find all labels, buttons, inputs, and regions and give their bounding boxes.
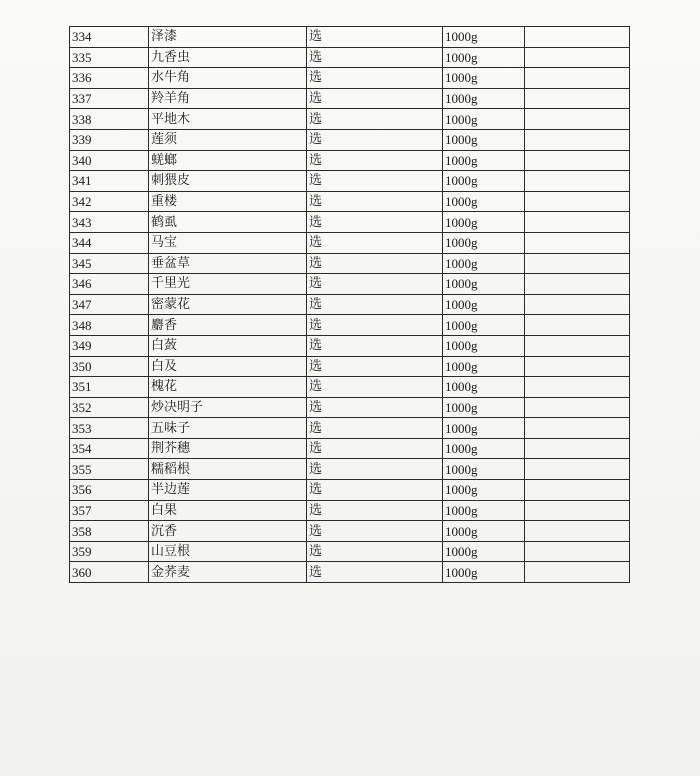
selection-type-cell: 选 bbox=[307, 191, 443, 212]
table-row bbox=[70, 274, 630, 295]
row-number-cell: 344 bbox=[70, 232, 149, 253]
row-number-cell: 343 bbox=[70, 212, 149, 233]
row-number-cell: 350 bbox=[70, 356, 149, 377]
selection-type-cell: 选 bbox=[307, 438, 443, 459]
note-cell bbox=[525, 335, 630, 356]
note-cell bbox=[525, 418, 630, 439]
quantity-cell: 1000g bbox=[443, 521, 525, 542]
table-row bbox=[70, 47, 630, 68]
note-cell bbox=[525, 480, 630, 501]
quantity-cell: 1000g bbox=[443, 315, 525, 336]
quantity-cell: 1000g bbox=[443, 150, 525, 171]
quantity-cell: 1000g bbox=[443, 27, 525, 48]
quantity-cell: 1000g bbox=[443, 47, 525, 68]
herb-name-cell: 金荞麦 bbox=[149, 562, 307, 583]
quantity-cell: 1000g bbox=[443, 109, 525, 130]
quantity-cell: 1000g bbox=[443, 68, 525, 89]
herb-name-cell: 炒决明子 bbox=[149, 397, 307, 418]
selection-type-cell: 选 bbox=[307, 356, 443, 377]
quantity-cell: 1000g bbox=[443, 459, 525, 480]
table-row bbox=[70, 253, 630, 274]
herb-name-cell: 平地木 bbox=[149, 109, 307, 130]
table-row bbox=[70, 315, 630, 336]
note-cell bbox=[525, 88, 630, 109]
herb-name-cell: 白蔹 bbox=[149, 335, 307, 356]
herb-inventory-table bbox=[69, 26, 630, 583]
herb-name-cell: 羚羊角 bbox=[149, 88, 307, 109]
table-row bbox=[70, 232, 630, 253]
herb-name-cell: 千里光 bbox=[149, 274, 307, 295]
table-row bbox=[70, 129, 630, 150]
quantity-cell: 1000g bbox=[443, 541, 525, 562]
herb-name-cell: 重楼 bbox=[149, 191, 307, 212]
selection-type-cell: 选 bbox=[307, 109, 443, 130]
table-row bbox=[70, 88, 630, 109]
quantity-cell: 1000g bbox=[443, 562, 525, 583]
selection-type-cell: 选 bbox=[307, 459, 443, 480]
table-row bbox=[70, 500, 630, 521]
note-cell bbox=[525, 191, 630, 212]
row-number-cell: 353 bbox=[70, 418, 149, 439]
selection-type-cell: 选 bbox=[307, 88, 443, 109]
note-cell bbox=[525, 438, 630, 459]
herb-name-cell: 鹤虱 bbox=[149, 212, 307, 233]
note-cell bbox=[525, 377, 630, 398]
row-number-cell: 345 bbox=[70, 253, 149, 274]
quantity-cell: 1000g bbox=[443, 171, 525, 192]
selection-type-cell: 选 bbox=[307, 377, 443, 398]
table-row bbox=[70, 418, 630, 439]
table-row bbox=[70, 480, 630, 501]
note-cell bbox=[525, 459, 630, 480]
quantity-cell: 1000g bbox=[443, 88, 525, 109]
note-cell bbox=[525, 500, 630, 521]
table-row bbox=[70, 212, 630, 233]
herb-name-cell: 刺猥皮 bbox=[149, 171, 307, 192]
table-body bbox=[70, 27, 630, 583]
quantity-cell: 1000g bbox=[443, 129, 525, 150]
selection-type-cell: 选 bbox=[307, 232, 443, 253]
selection-type-cell: 选 bbox=[307, 68, 443, 89]
table-row bbox=[70, 335, 630, 356]
selection-type-cell: 选 bbox=[307, 521, 443, 542]
table-row bbox=[70, 294, 630, 315]
herb-name-cell: 半边莲 bbox=[149, 480, 307, 501]
quantity-cell: 1000g bbox=[443, 480, 525, 501]
row-number-cell: 336 bbox=[70, 68, 149, 89]
table-row bbox=[70, 521, 630, 542]
table-row bbox=[70, 109, 630, 130]
herb-name-cell: 密蒙花 bbox=[149, 294, 307, 315]
selection-type-cell: 选 bbox=[307, 47, 443, 68]
selection-type-cell: 选 bbox=[307, 335, 443, 356]
selection-type-cell: 选 bbox=[307, 418, 443, 439]
quantity-cell: 1000g bbox=[443, 397, 525, 418]
table-row bbox=[70, 377, 630, 398]
row-number-cell: 342 bbox=[70, 191, 149, 212]
quantity-cell: 1000g bbox=[443, 500, 525, 521]
note-cell bbox=[525, 562, 630, 583]
herb-name-cell: 五味子 bbox=[149, 418, 307, 439]
note-cell bbox=[525, 397, 630, 418]
note-cell bbox=[525, 294, 630, 315]
table-row bbox=[70, 171, 630, 192]
selection-type-cell: 选 bbox=[307, 253, 443, 274]
note-cell bbox=[525, 253, 630, 274]
selection-type-cell: 选 bbox=[307, 274, 443, 295]
herb-name-cell: 槐花 bbox=[149, 377, 307, 398]
quantity-cell: 1000g bbox=[443, 253, 525, 274]
note-cell bbox=[525, 171, 630, 192]
selection-type-cell: 选 bbox=[307, 171, 443, 192]
herb-name-cell: 莲须 bbox=[149, 129, 307, 150]
herb-name-cell: 垂盆草 bbox=[149, 253, 307, 274]
row-number-cell: 351 bbox=[70, 377, 149, 398]
herb-name-cell: 马宝 bbox=[149, 232, 307, 253]
row-number-cell: 337 bbox=[70, 88, 149, 109]
table-row bbox=[70, 356, 630, 377]
table-row bbox=[70, 150, 630, 171]
herb-name-cell: 九香虫 bbox=[149, 47, 307, 68]
herb-name-cell: 白及 bbox=[149, 356, 307, 377]
note-cell bbox=[525, 27, 630, 48]
row-number-cell: 341 bbox=[70, 171, 149, 192]
herb-name-cell: 白果 bbox=[149, 500, 307, 521]
note-cell bbox=[525, 68, 630, 89]
quantity-cell: 1000g bbox=[443, 232, 525, 253]
quantity-cell: 1000g bbox=[443, 191, 525, 212]
quantity-cell: 1000g bbox=[443, 335, 525, 356]
note-cell bbox=[525, 521, 630, 542]
selection-type-cell: 选 bbox=[307, 500, 443, 521]
row-number-cell: 338 bbox=[70, 109, 149, 130]
row-number-cell: 354 bbox=[70, 438, 149, 459]
herb-name-cell: 沉香 bbox=[149, 521, 307, 542]
herb-name-cell: 麝香 bbox=[149, 315, 307, 336]
selection-type-cell: 选 bbox=[307, 480, 443, 501]
quantity-cell: 1000g bbox=[443, 377, 525, 398]
quantity-cell: 1000g bbox=[443, 274, 525, 295]
note-cell bbox=[525, 212, 630, 233]
selection-type-cell: 选 bbox=[307, 315, 443, 336]
table-row bbox=[70, 562, 630, 583]
quantity-cell: 1000g bbox=[443, 212, 525, 233]
herb-name-cell: 泽漆 bbox=[149, 27, 307, 48]
herb-name-cell: 水牛角 bbox=[149, 68, 307, 89]
row-number-cell: 346 bbox=[70, 274, 149, 295]
table-row bbox=[70, 438, 630, 459]
row-number-cell: 340 bbox=[70, 150, 149, 171]
selection-type-cell: 选 bbox=[307, 212, 443, 233]
table-row bbox=[70, 459, 630, 480]
quantity-cell: 1000g bbox=[443, 438, 525, 459]
herb-name-cell: 糯稻根 bbox=[149, 459, 307, 480]
note-cell bbox=[525, 109, 630, 130]
note-cell bbox=[525, 274, 630, 295]
selection-type-cell: 选 bbox=[307, 562, 443, 583]
row-number-cell: 349 bbox=[70, 335, 149, 356]
table-row bbox=[70, 68, 630, 89]
note-cell bbox=[525, 356, 630, 377]
selection-type-cell: 选 bbox=[307, 129, 443, 150]
selection-type-cell: 选 bbox=[307, 397, 443, 418]
quantity-cell: 1000g bbox=[443, 418, 525, 439]
selection-type-cell: 选 bbox=[307, 294, 443, 315]
quantity-cell: 1000g bbox=[443, 294, 525, 315]
selection-type-cell: 选 bbox=[307, 541, 443, 562]
note-cell bbox=[525, 129, 630, 150]
note-cell bbox=[525, 541, 630, 562]
table-row bbox=[70, 541, 630, 562]
table-row bbox=[70, 191, 630, 212]
row-number-cell: 360 bbox=[70, 562, 149, 583]
row-number-cell: 357 bbox=[70, 500, 149, 521]
row-number-cell: 334 bbox=[70, 27, 149, 48]
table-row bbox=[70, 397, 630, 418]
row-number-cell: 347 bbox=[70, 294, 149, 315]
row-number-cell: 355 bbox=[70, 459, 149, 480]
row-number-cell: 358 bbox=[70, 521, 149, 542]
note-cell bbox=[525, 47, 630, 68]
note-cell bbox=[525, 315, 630, 336]
herb-name-cell: 山豆根 bbox=[149, 541, 307, 562]
herb-name-cell: 荆芥穗 bbox=[149, 438, 307, 459]
table-row bbox=[70, 27, 630, 48]
selection-type-cell: 选 bbox=[307, 27, 443, 48]
quantity-cell: 1000g bbox=[443, 356, 525, 377]
row-number-cell: 335 bbox=[70, 47, 149, 68]
note-cell bbox=[525, 232, 630, 253]
row-number-cell: 356 bbox=[70, 480, 149, 501]
row-number-cell: 348 bbox=[70, 315, 149, 336]
row-number-cell: 339 bbox=[70, 129, 149, 150]
row-number-cell: 359 bbox=[70, 541, 149, 562]
selection-type-cell: 选 bbox=[307, 150, 443, 171]
row-number-cell: 352 bbox=[70, 397, 149, 418]
herb-name-cell: 蜣螂 bbox=[149, 150, 307, 171]
note-cell bbox=[525, 150, 630, 171]
